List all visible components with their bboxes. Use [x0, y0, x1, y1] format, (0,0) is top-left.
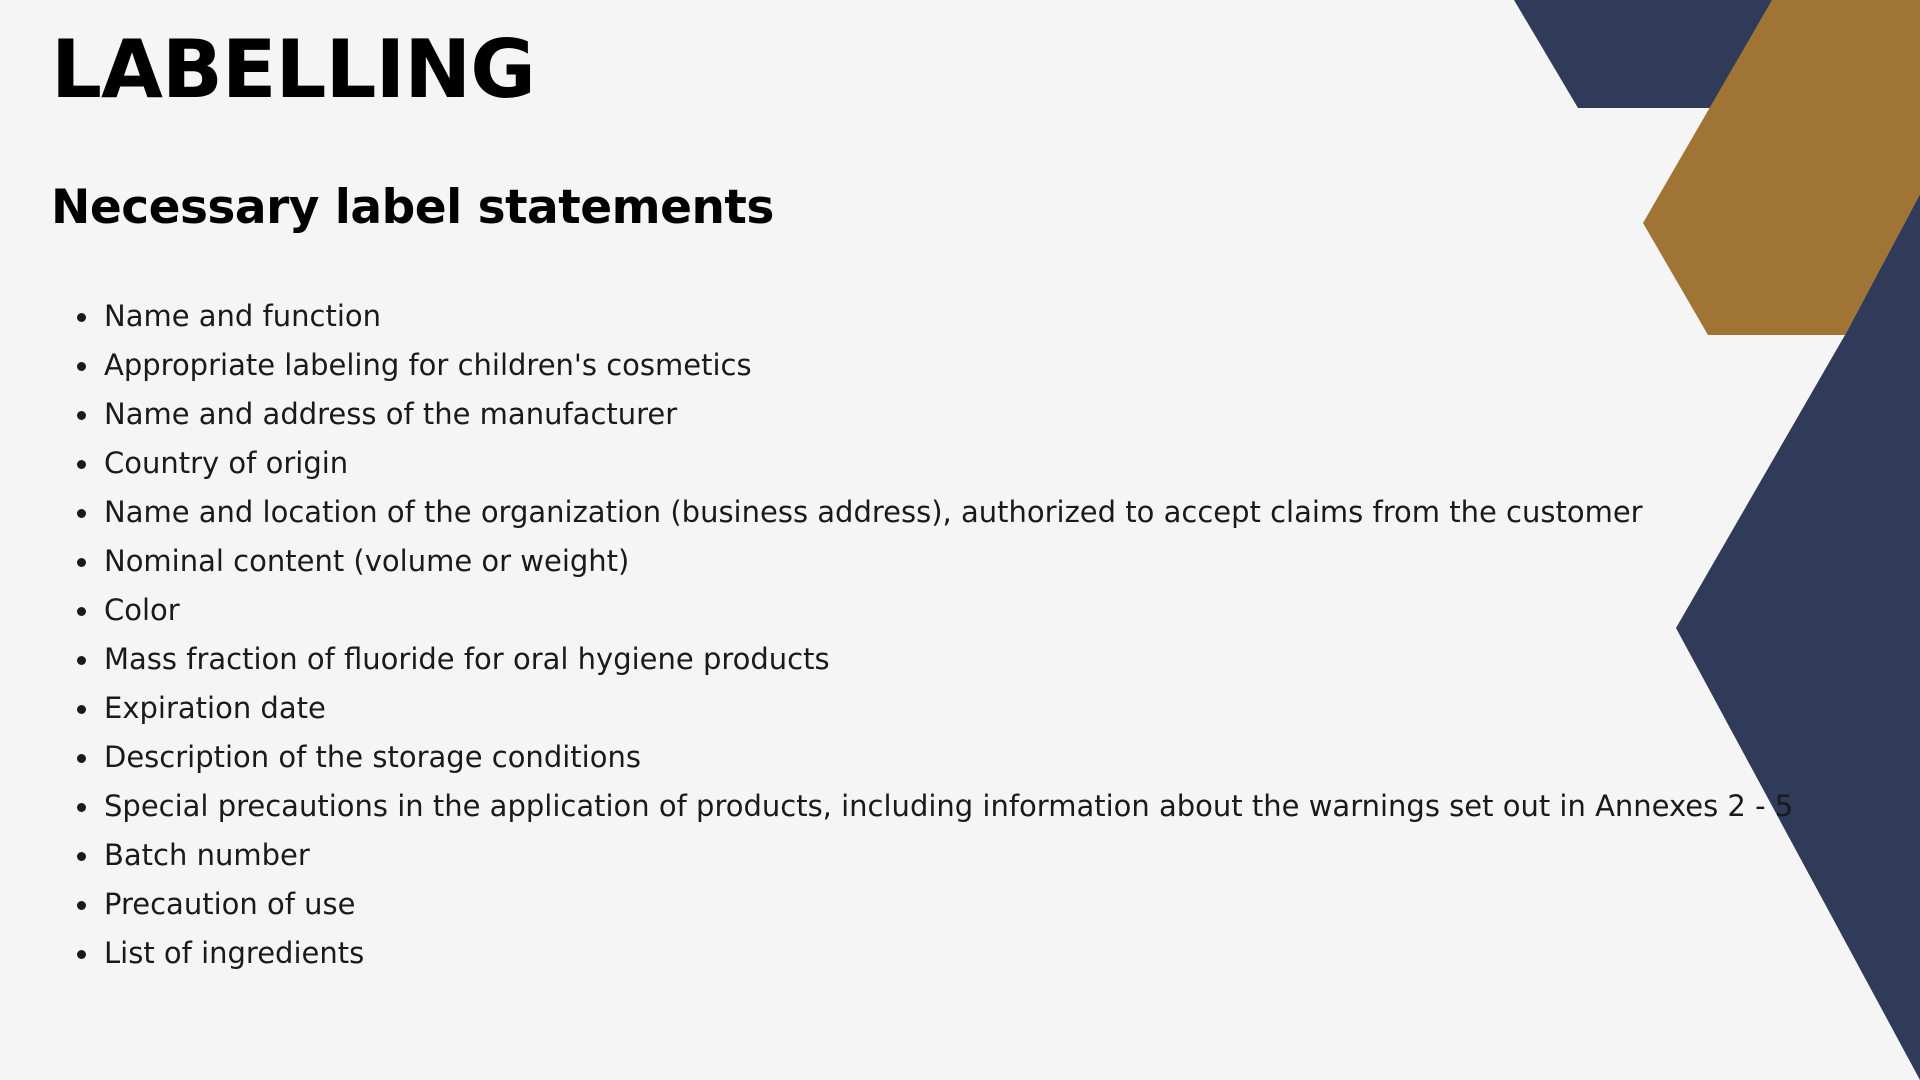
list-item-text: Appropriate labeling for children's cosmetics [104, 348, 752, 382]
label-statements-list [0, 292, 1793, 978]
list-item-text: Precaution of use [104, 887, 356, 921]
list-item [104, 782, 1793, 831]
list-item [104, 341, 1793, 390]
list-item-text: Nominal content (volume or weight) [104, 544, 630, 578]
list-item [104, 390, 1793, 439]
list-item [104, 635, 1793, 684]
bullet-icon [77, 313, 86, 322]
list-item-text: Special precautions in the application of products, including information about the warnings set out in Annexes 2 - 5 [104, 789, 1794, 823]
bullet-icon [77, 901, 86, 910]
bullet-icon [77, 411, 86, 420]
bullet-icon [77, 362, 86, 371]
list-item-text: Name and location of the organization (business address), authorized to accept claims from the customer [104, 495, 1643, 529]
bullet-icon [77, 460, 86, 469]
list-item [104, 831, 1793, 880]
bullet-icon [77, 803, 86, 812]
list-item-text: Batch number [104, 838, 310, 872]
list-item-text: Name and address of the manufacturer [104, 397, 678, 431]
list-item [104, 292, 1793, 341]
bullet-icon [77, 950, 86, 959]
list-item-text: List of ingredients [104, 936, 365, 970]
list-item-text: Mass fraction of fluoride for oral hygiene products [104, 642, 830, 676]
list-item-text: Color [104, 593, 180, 627]
bullet-icon [77, 705, 86, 714]
bullet-icon [77, 656, 86, 665]
section-subtitle: Necessary label statements [51, 180, 774, 235]
bullet-icon [77, 509, 86, 518]
list-item [104, 586, 1793, 635]
bullet-icon [77, 754, 86, 763]
list-item-text: Description of the storage conditions [104, 740, 641, 774]
list-item [104, 929, 1793, 978]
bullet-icon [77, 852, 86, 861]
list-item-text: Country of origin [104, 446, 349, 480]
list-item [104, 733, 1793, 782]
list-item-text: Name and function [104, 299, 382, 333]
list-item [104, 439, 1793, 488]
list-item [104, 880, 1793, 929]
list-item [104, 684, 1793, 733]
list-item [104, 488, 1793, 537]
page-title: LABELLING [51, 23, 535, 116]
list-item [104, 537, 1793, 586]
bullet-icon [77, 607, 86, 616]
list-item-text: Expiration date [104, 691, 326, 725]
bullet-icon [77, 558, 86, 567]
